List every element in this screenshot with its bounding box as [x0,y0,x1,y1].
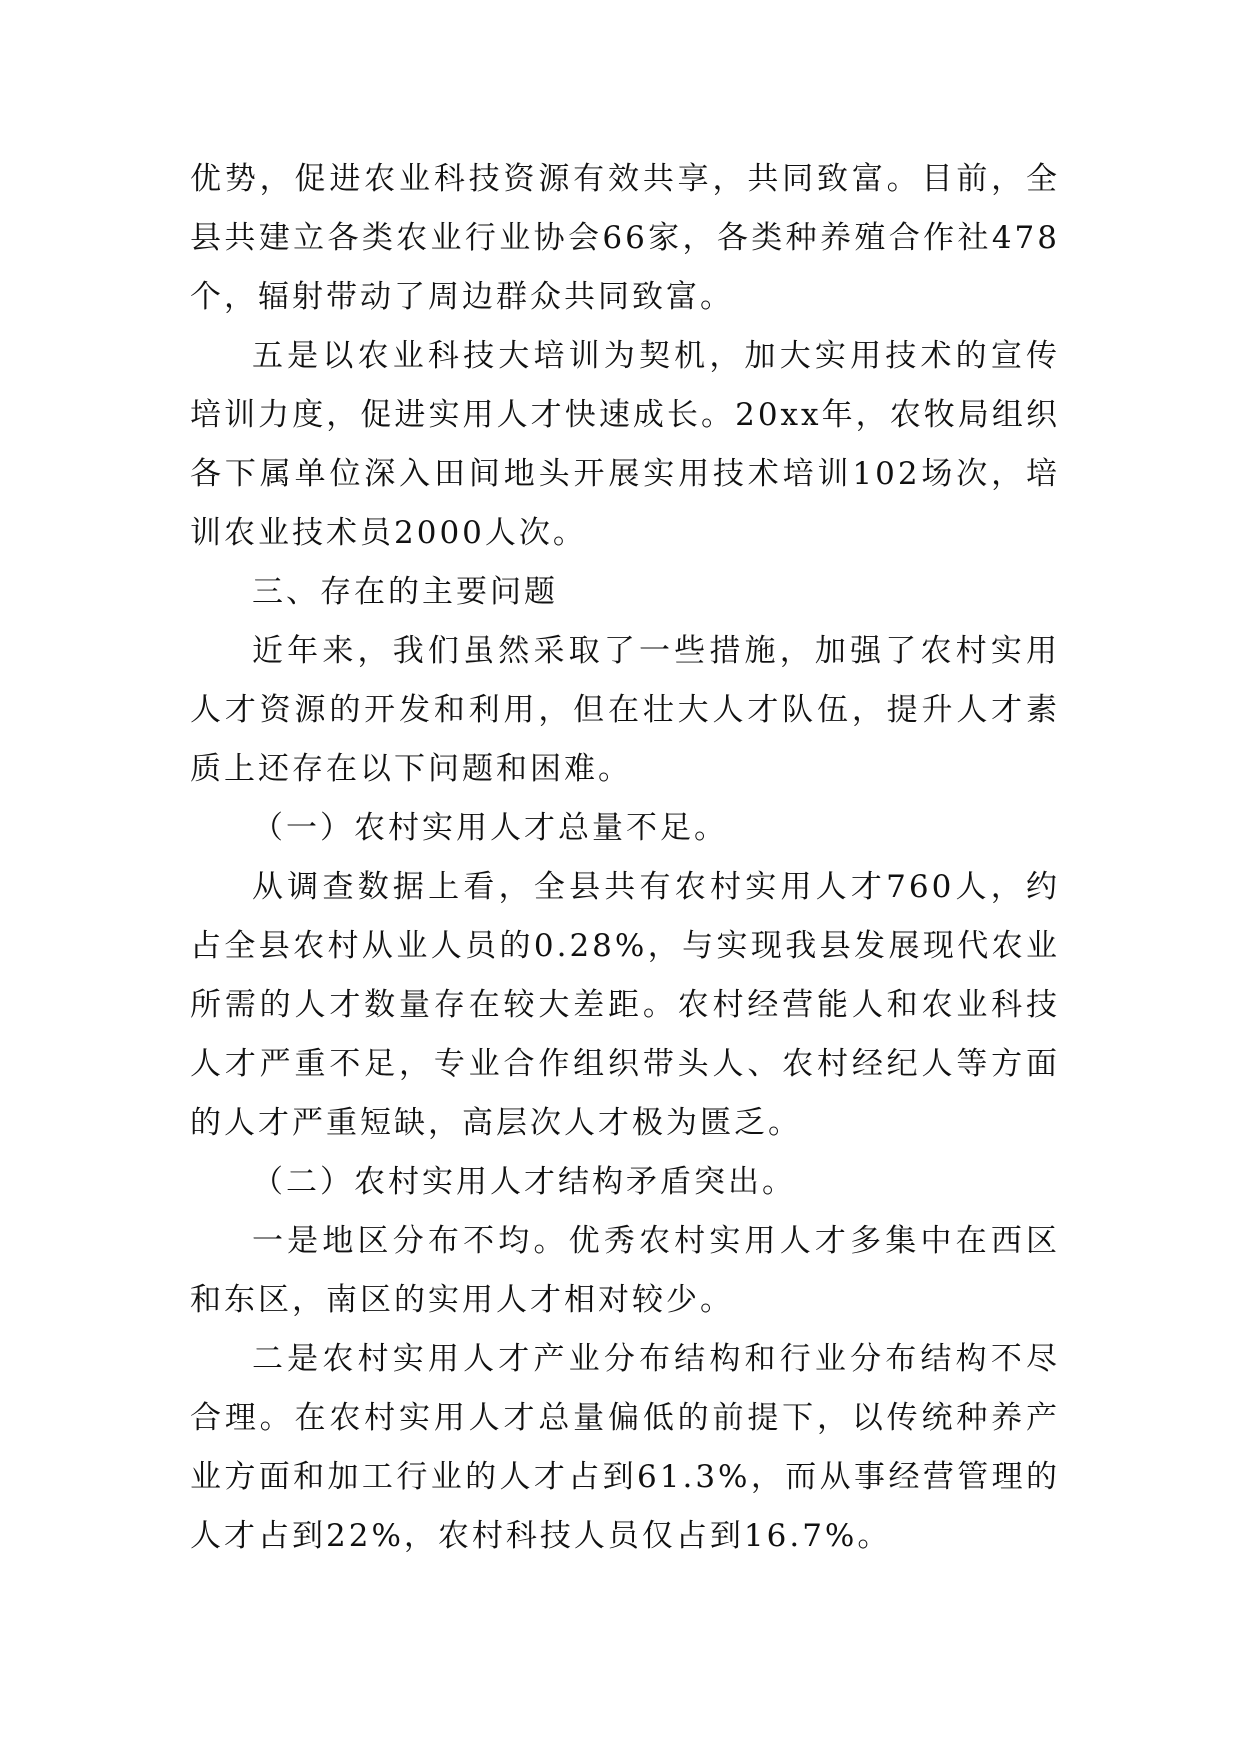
subheading-structure: （二）农村实用人才结构矛盾突出。 [252,1164,796,1200]
paragraph-training: 五是以农业科技大培训为契机，加大实用技术的宣传培训力度，促进实用人才快速成长。20xx年，农牧局组织各下属单位深入田间地头开展实用技术培训102场次，培训农业技术员2000人次。 [190,338,1060,551]
paragraph-regional-distribution: 一是地区分布不均。优秀农村实用人才多集中在西区和东区，南区的实用人才相对较少。 [190,1223,1060,1318]
paragraph-survey-data: 从调查数据上看，全县共有农村实用人才760人，约占全县农村从业人员的0.28%，与实现我县发展现代农业所需的人才数量存在较大差距。农村经营能人和农业科技人才严重不足，专业合作组织带头人、农村经纪人等方面的人才严重短缺，高层次人才极为匮乏。 [190,869,1060,1141]
paragraph-intro-problems: 近年来，我们虽然采取了一些措施，加强了农村实用人才资源的开发和利用，但在壮大人才队伍，提升人才素质上还存在以下问题和困难。 [190,633,1060,787]
paragraph-continuation: 优势，促进农业科技资源有效共享，共同致富。目前，全县共建立各类农业行业协会66家，各类种养殖合作社478个，辐射带动了周边群众共同致富。 [190,161,1060,315]
section-heading-problems: 三、存在的主要问题 [252,574,558,610]
document-body [190,150,1060,1566]
subheading-total-insufficient: （一）农村实用人才总量不足。 [252,810,728,846]
paragraph-industry-distribution: 二是农村实用人才产业分布结构和行业分布结构不尽合理。在农村实用人才总量偏低的前提下，以传统种养产业方面和加工行业的人才占到61.3%，而从事经营管理的人才占到22%，农村科技人员仅占到16.7%。 [190,1341,1060,1554]
